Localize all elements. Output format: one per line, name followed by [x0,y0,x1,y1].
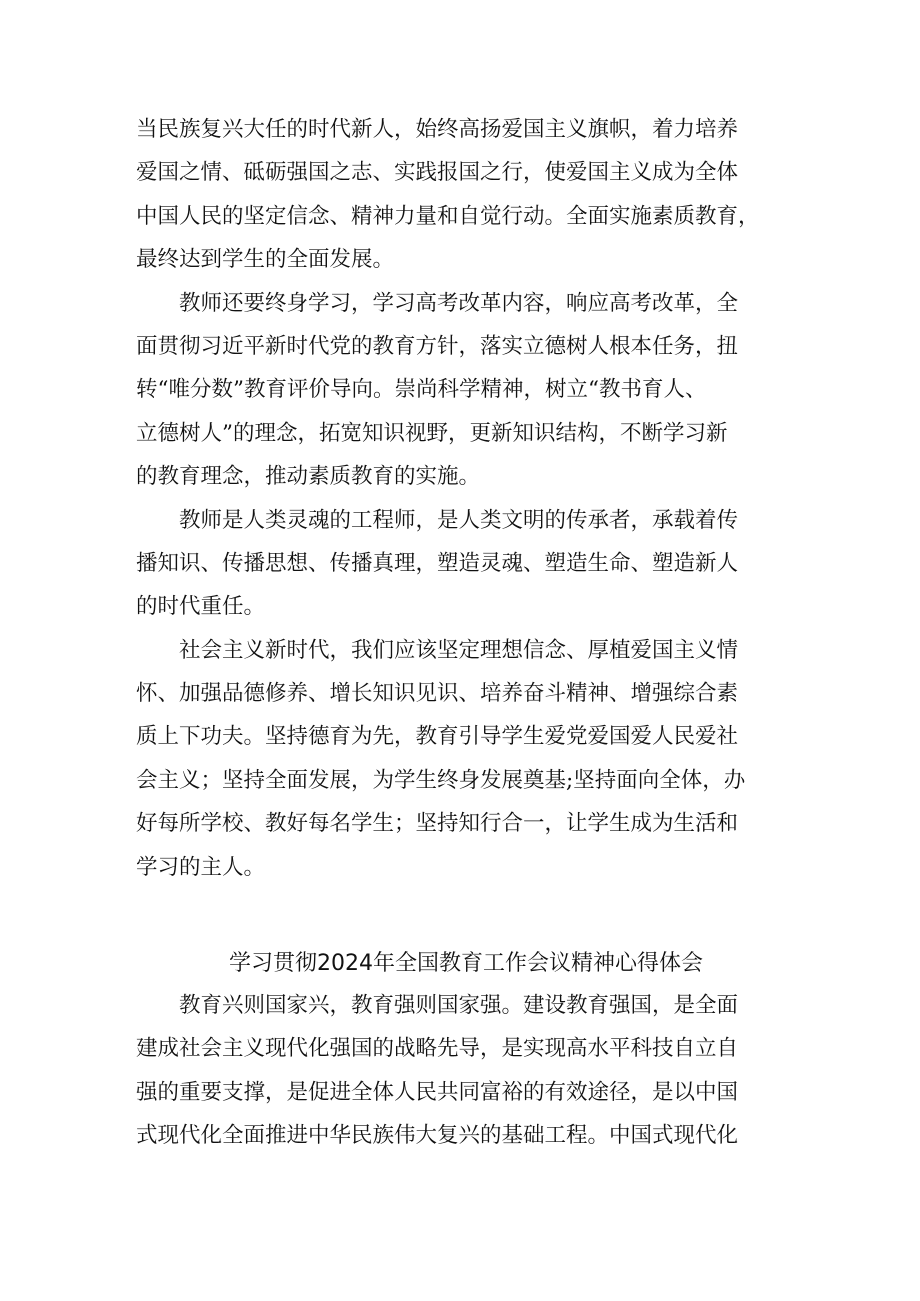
text-line: 播知识、传播思想、传播真理，塑造灵魂、塑造生命、塑造新人 [136,550,739,576]
section-heading: 学习贯彻2024年全国教育工作会议精神心得体会 [229,951,703,976]
text-line: 中国人民的坚定信念、精神力量和自觉行动。全面实施素质教育， [136,203,760,229]
text-line: 转“唯分数”教育评价导向。崇尚科学精神，树立“教书育人、 [136,377,707,403]
text-line: 怀、加强品德修养、增长知识见识、培养奋斗精神、增强综合素 [136,681,739,707]
text-line: 面贯彻习近平新时代党的教育方针，落实立德树人根本任务，扭 [136,333,739,359]
text-line: 社会主义新时代，我们应该坚定理想信念、厚植爱国主义情 [136,637,739,663]
text-line: 好每所学校、教好每名学生；坚持知行合一，让学生成为生活和 [136,811,739,837]
text-line: 建成社会主义现代化强国的战略先导，是实现高水平科技自立自 [136,1036,739,1062]
text-line: 强的重要支撑，是促进全体人民共同富裕的有效途径，是以中国 [136,1079,739,1105]
text-line: 教育兴则国家兴，教育强则国家强。建设教育强国，是全面 [136,993,739,1018]
text-line: 的时代重任。 [136,594,266,620]
text-line: 教师是人类灵魂的工程师，是人类文明的传承者，承载着传 [136,507,739,533]
body-text-section-2 [136,984,796,1158]
text-line: 学习的主人。 [136,854,266,880]
text-line: 爱国之情、砥砺强国之志、实践报国之行，使爱国主义成为全体 [136,160,739,186]
text-line: 最终达到学生的全面发展。 [136,247,395,273]
text-line: 立德树人”的理念，拓宽知识视野，更新知识结构，不断学习新 [136,420,728,446]
text-line: 会主义；坚持全面发展，为学生终身发展奠基;坚持面向全体，办 [136,767,746,793]
text-line: 质上下功夫。坚持德育为先，教育引导学生爱党爱国爱人民爱社 [136,724,739,750]
text-line: 教师还要终身学习，学习高考改革内容，响应高考改革，全 [136,290,739,316]
text-line: 当民族复兴大任的时代新人，始终高扬爱国主义旗帜，着力培养 [136,117,739,142]
text-line: 式现代化全面推进中华民族伟大复兴的基础工程。中国式现代化 [136,1123,739,1149]
text-line: 的教育理念，推动素质教育的实施。 [136,464,481,490]
body-text-section-1 [136,108,796,889]
